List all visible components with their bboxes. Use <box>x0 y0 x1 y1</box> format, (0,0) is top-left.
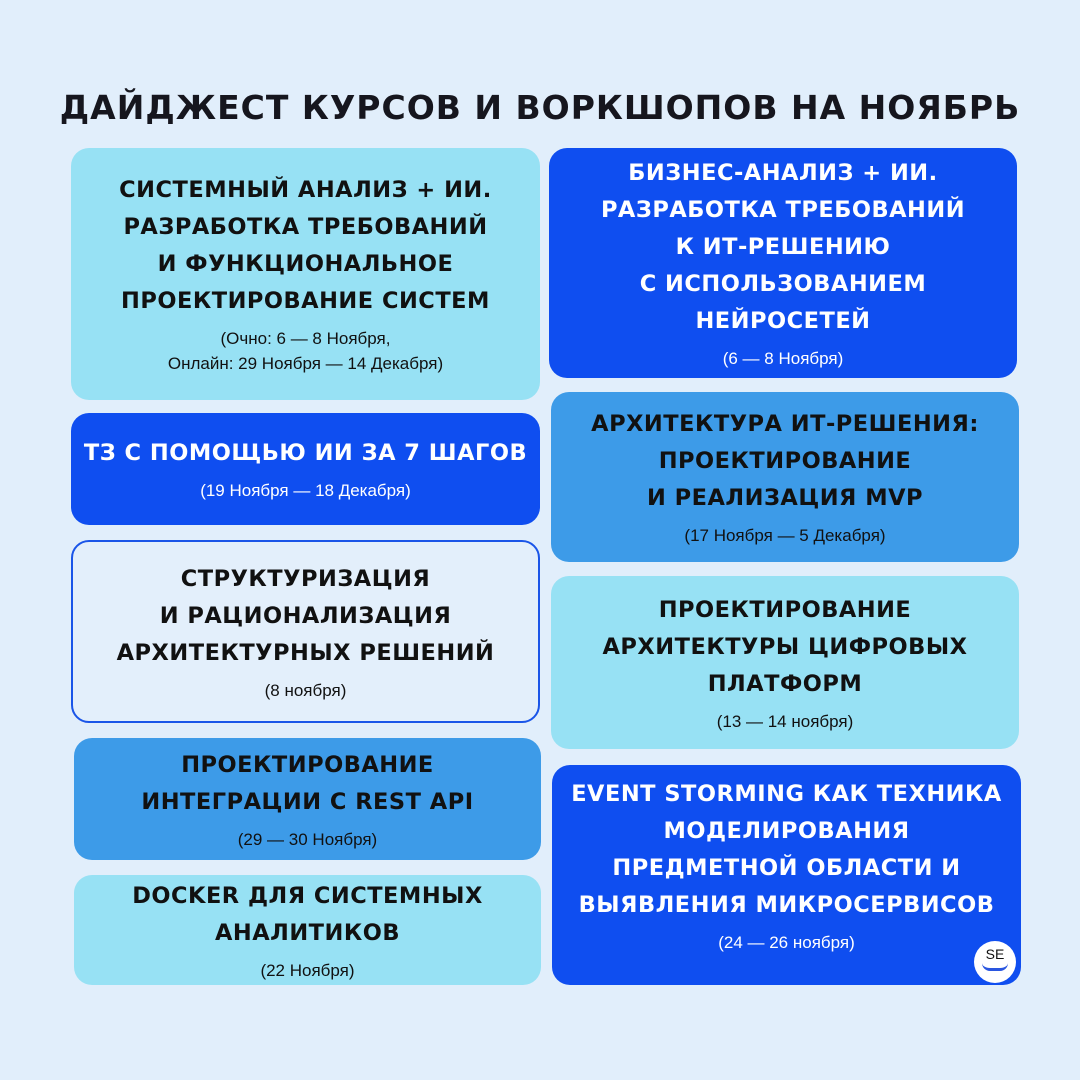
course-date-line: (29 — 30 Ноября) <box>237 829 378 849</box>
course-title-line: ПРОЕКТИРОВАНИЕ <box>658 448 912 474</box>
course-title-line: РАЗРАБОТКА ТРЕБОВАНИЙ <box>600 197 966 223</box>
se-logo <box>974 941 1016 983</box>
course-title-line: МОДЕЛИРОВАНИЯ <box>663 817 910 844</box>
course-dates <box>684 523 885 548</box>
course-date-line: Онлайн: 29 Ноября — 14 Декабря) <box>167 354 444 373</box>
course-title-line: ПЛАТФОРМ <box>707 670 863 697</box>
course-title-line: АРХИТЕКТУРЫ ЦИФРОВЫХ <box>602 633 968 660</box>
course-title-line: АРХИТЕКТУРА ИТ-РЕШЕНИЯ: <box>591 411 979 437</box>
course-title-line: ТЗ С ПОМОЩЬЮ ИИ ЗА 7 ШАГОВ <box>83 440 528 466</box>
course-card-architecture-structuring[interactable] <box>71 540 540 723</box>
course-date-line: (8 ноября) <box>264 680 347 700</box>
course-title-line: ПРОЕКТИРОВАНИЕ <box>658 596 912 623</box>
course-dates <box>723 346 844 371</box>
course-dates <box>260 958 354 983</box>
course-title <box>141 747 473 821</box>
course-title-line: EVENT STORMING КАК ТЕХНИКА <box>571 780 1002 807</box>
course-title-line: ВЫЯВЛЕНИЯ МИКРОСЕРВИСОВ <box>578 891 995 918</box>
course-title <box>603 592 968 703</box>
course-title-line: DOCKER ДЛЯ СИСТЕМНЫХ <box>132 882 483 909</box>
smile-icon <box>982 963 1008 971</box>
course-card-system-analysis[interactable] <box>71 148 540 400</box>
course-date-line: (13 — 14 ноября) <box>716 711 854 731</box>
course-title-line: С ИСПОЛЬЗОВАНИЕМ <box>639 271 927 297</box>
course-title <box>132 878 483 952</box>
course-title-line: ИНТЕГРАЦИИ С REST API <box>141 788 474 815</box>
course-title <box>571 776 1002 924</box>
course-date-line: (22 Ноября) <box>260 960 355 980</box>
course-card-it-architecture-mvp[interactable] <box>551 392 1019 562</box>
course-dates <box>718 930 855 955</box>
course-title <box>117 561 495 672</box>
course-dates <box>200 478 411 503</box>
course-dates <box>238 827 377 852</box>
course-title-line: БИЗНЕС-АНАЛИЗ + ИИ. <box>628 160 938 186</box>
course-title-line: СТРУКТУРИЗАЦИЯ <box>180 565 431 592</box>
course-date-line: (24 — 26 ноября) <box>718 932 855 952</box>
course-title-line: И РАЦИОНАЛИЗАЦИЯ <box>159 602 452 629</box>
course-date-line: (Очно: 6 — 8 Ноября, <box>220 329 391 348</box>
course-dates <box>717 709 854 734</box>
course-date-line: (19 Ноября — 18 Декабря) <box>200 481 411 500</box>
course-date-line: (6 — 8 Ноября) <box>722 349 844 368</box>
course-dates <box>168 326 443 376</box>
course-title-line: НЕЙРОСЕТЕЙ <box>695 308 871 334</box>
course-title-line: АРХИТЕКТУРНЫХ РЕШЕНИЙ <box>116 639 495 666</box>
page-title: ДАЙДЖЕСТ КУРСОВ И ВОРКШОПОВ НА НОЯБРЬ <box>59 88 1021 127</box>
course-title <box>84 435 527 472</box>
course-title-line: ПРЕДМЕТНОЙ ОБЛАСТИ И <box>612 854 961 881</box>
course-card-digital-platforms[interactable] <box>551 576 1019 749</box>
logo-text: SE <box>985 946 1005 962</box>
course-title <box>119 172 492 320</box>
course-title <box>591 406 979 517</box>
course-title-line: ПРОЕКТИРОВАНИЕ СИСТЕМ <box>121 288 490 314</box>
course-title-line: РАЗРАБОТКА ТРЕБОВАНИЙ <box>123 214 488 240</box>
course-card-docker[interactable] <box>74 875 541 985</box>
course-card-tz-ai[interactable] <box>71 413 540 525</box>
course-card-rest-api[interactable] <box>74 738 541 860</box>
course-date-line: (17 Ноября — 5 Декабря) <box>684 526 886 545</box>
course-title-line: И РЕАЛИЗАЦИЯ MVP <box>646 485 923 511</box>
course-card-event-storming[interactable] <box>552 765 1021 985</box>
course-title-line: СИСТЕМНЫЙ АНАЛИЗ + ИИ. <box>119 177 492 203</box>
course-dates <box>265 678 347 703</box>
course-card-business-analysis[interactable] <box>549 148 1017 378</box>
course-title-line: ПРОЕКТИРОВАНИЕ <box>181 751 434 778</box>
course-title-line: К ИТ-РЕШЕНИЮ <box>675 234 891 260</box>
course-title-line: АНАЛИТИКОВ <box>214 919 401 946</box>
course-title-line: И ФУНКЦИОНАЛЬНОЕ <box>157 251 454 277</box>
course-title <box>601 155 965 340</box>
